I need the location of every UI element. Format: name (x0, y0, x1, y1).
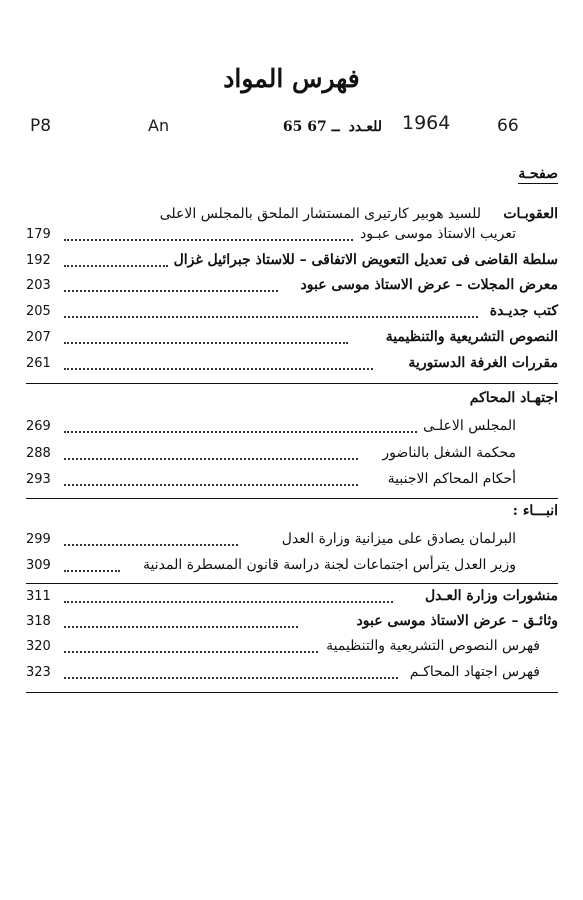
toc-entry-text: النصوص التشريعية والتنظيمية (380, 329, 558, 345)
handwritten-note-right: 66 (497, 116, 519, 136)
toc-row[interactable] (26, 445, 558, 467)
toc-entry-text: وثائـق – عرض الاستاذ موسى عبود (351, 613, 558, 629)
toc-entry-text: المجلس الاعلـى (417, 418, 516, 434)
section-divider (26, 498, 558, 499)
toc-heading-penalties: العقوبـات (503, 206, 558, 222)
toc-row[interactable] (26, 613, 558, 635)
toc-row[interactable] (26, 664, 558, 686)
dot-leader (64, 544, 238, 546)
page-number: 293 (26, 472, 51, 487)
toc-row[interactable] (26, 557, 558, 579)
page-number: 179 (26, 227, 51, 242)
dot-leader (64, 290, 278, 292)
toc-entry-text: أحكام المحاكم الاجنبية (382, 471, 516, 487)
toc-row[interactable] (26, 329, 558, 351)
page-number: 309 (26, 558, 51, 573)
toc-row[interactable] (26, 355, 558, 377)
page-number: 207 (26, 330, 51, 345)
dot-leader (64, 458, 358, 460)
dot-leader (64, 601, 393, 603)
toc-row[interactable] (26, 226, 558, 248)
toc-row[interactable] (26, 418, 558, 440)
page-number: 205 (26, 304, 51, 319)
page-number: 323 (26, 665, 51, 680)
issue-prefix: للعـدد (348, 119, 382, 135)
toc-entry-text: منشورات وزارة العـدل (419, 588, 558, 604)
toc-entry-text: فهرس اجتهاد المحاكـم (404, 664, 540, 680)
dot-leader (64, 570, 120, 572)
dot-leader (64, 484, 358, 486)
dot-leader (64, 651, 338, 653)
section-divider (26, 583, 558, 584)
toc-row[interactable] (26, 277, 558, 299)
page-title: فهرس المواد (223, 64, 360, 93)
dot-leader (64, 342, 348, 344)
page-number: 311 (26, 589, 51, 604)
toc-entry-text: كتب جديـدة (484, 303, 558, 319)
dot-leader (64, 316, 478, 318)
toc-entry-text: تعريب الاستاذ موسى عبـود (354, 226, 516, 242)
section-divider (26, 383, 558, 384)
section-heading-courts: اجتهـاد المحاكم (469, 390, 558, 406)
handwritten-note-left: P8 (30, 116, 52, 136)
dot-leader (64, 368, 373, 370)
page-number: 288 (26, 446, 51, 461)
toc-row[interactable] (26, 638, 558, 660)
handwritten-note-left-mid: An (148, 116, 170, 135)
toc-entry-description: للسيد هوبير كارتيرى المستشار الملحق بالمجلس الاعلى (159, 206, 481, 222)
dot-leader (64, 239, 353, 241)
page-number: 261 (26, 356, 51, 371)
toc-entry-text: محكمة الشغل بالناضور (376, 445, 516, 461)
toc-entry-text: وزير العدل يترأس اجتماعات لجنة دراسة قانون المسطرة المدنية (137, 557, 516, 573)
toc-row[interactable] (26, 588, 558, 610)
page-column-label: صفحـة (518, 166, 558, 182)
page-number: 320 (26, 639, 51, 654)
toc-row[interactable] (26, 252, 558, 274)
toc-entry-text: البرلمان يصادق على ميزانية وزارة العدل (276, 531, 516, 547)
dot-leader (64, 626, 298, 628)
toc-entry-text: معرض المجلات – عرض الاستاذ موسى عبود (295, 277, 558, 293)
section-divider (26, 692, 558, 693)
section-heading-news: انبـــاء : (512, 503, 558, 519)
toc-row[interactable] (26, 471, 558, 493)
dot-leader (64, 431, 428, 433)
toc-entry-text: فهرس النصوص التشريعية والتنظيمية (320, 638, 540, 654)
dot-leader (64, 265, 168, 267)
toc-row[interactable] (26, 303, 558, 325)
page-number: 203 (26, 278, 51, 293)
page-number: 269 (26, 419, 51, 434)
page-number: 192 (26, 253, 51, 268)
page-number: 299 (26, 532, 51, 547)
dot-leader (64, 677, 398, 679)
handwritten-note-right-mid: 1964 (402, 112, 451, 134)
page-number: 318 (26, 614, 51, 629)
issue-numbers: 65 ــ 67 (282, 119, 340, 135)
toc-row[interactable] (26, 531, 558, 553)
toc-entry-text: مقررات الغرفة الدستورية (402, 355, 558, 371)
toc-entry-text: سلطة القاضى فى تعديل التعويض الاتفاقى – للاستاذ جبرائيل غزال (168, 252, 558, 268)
